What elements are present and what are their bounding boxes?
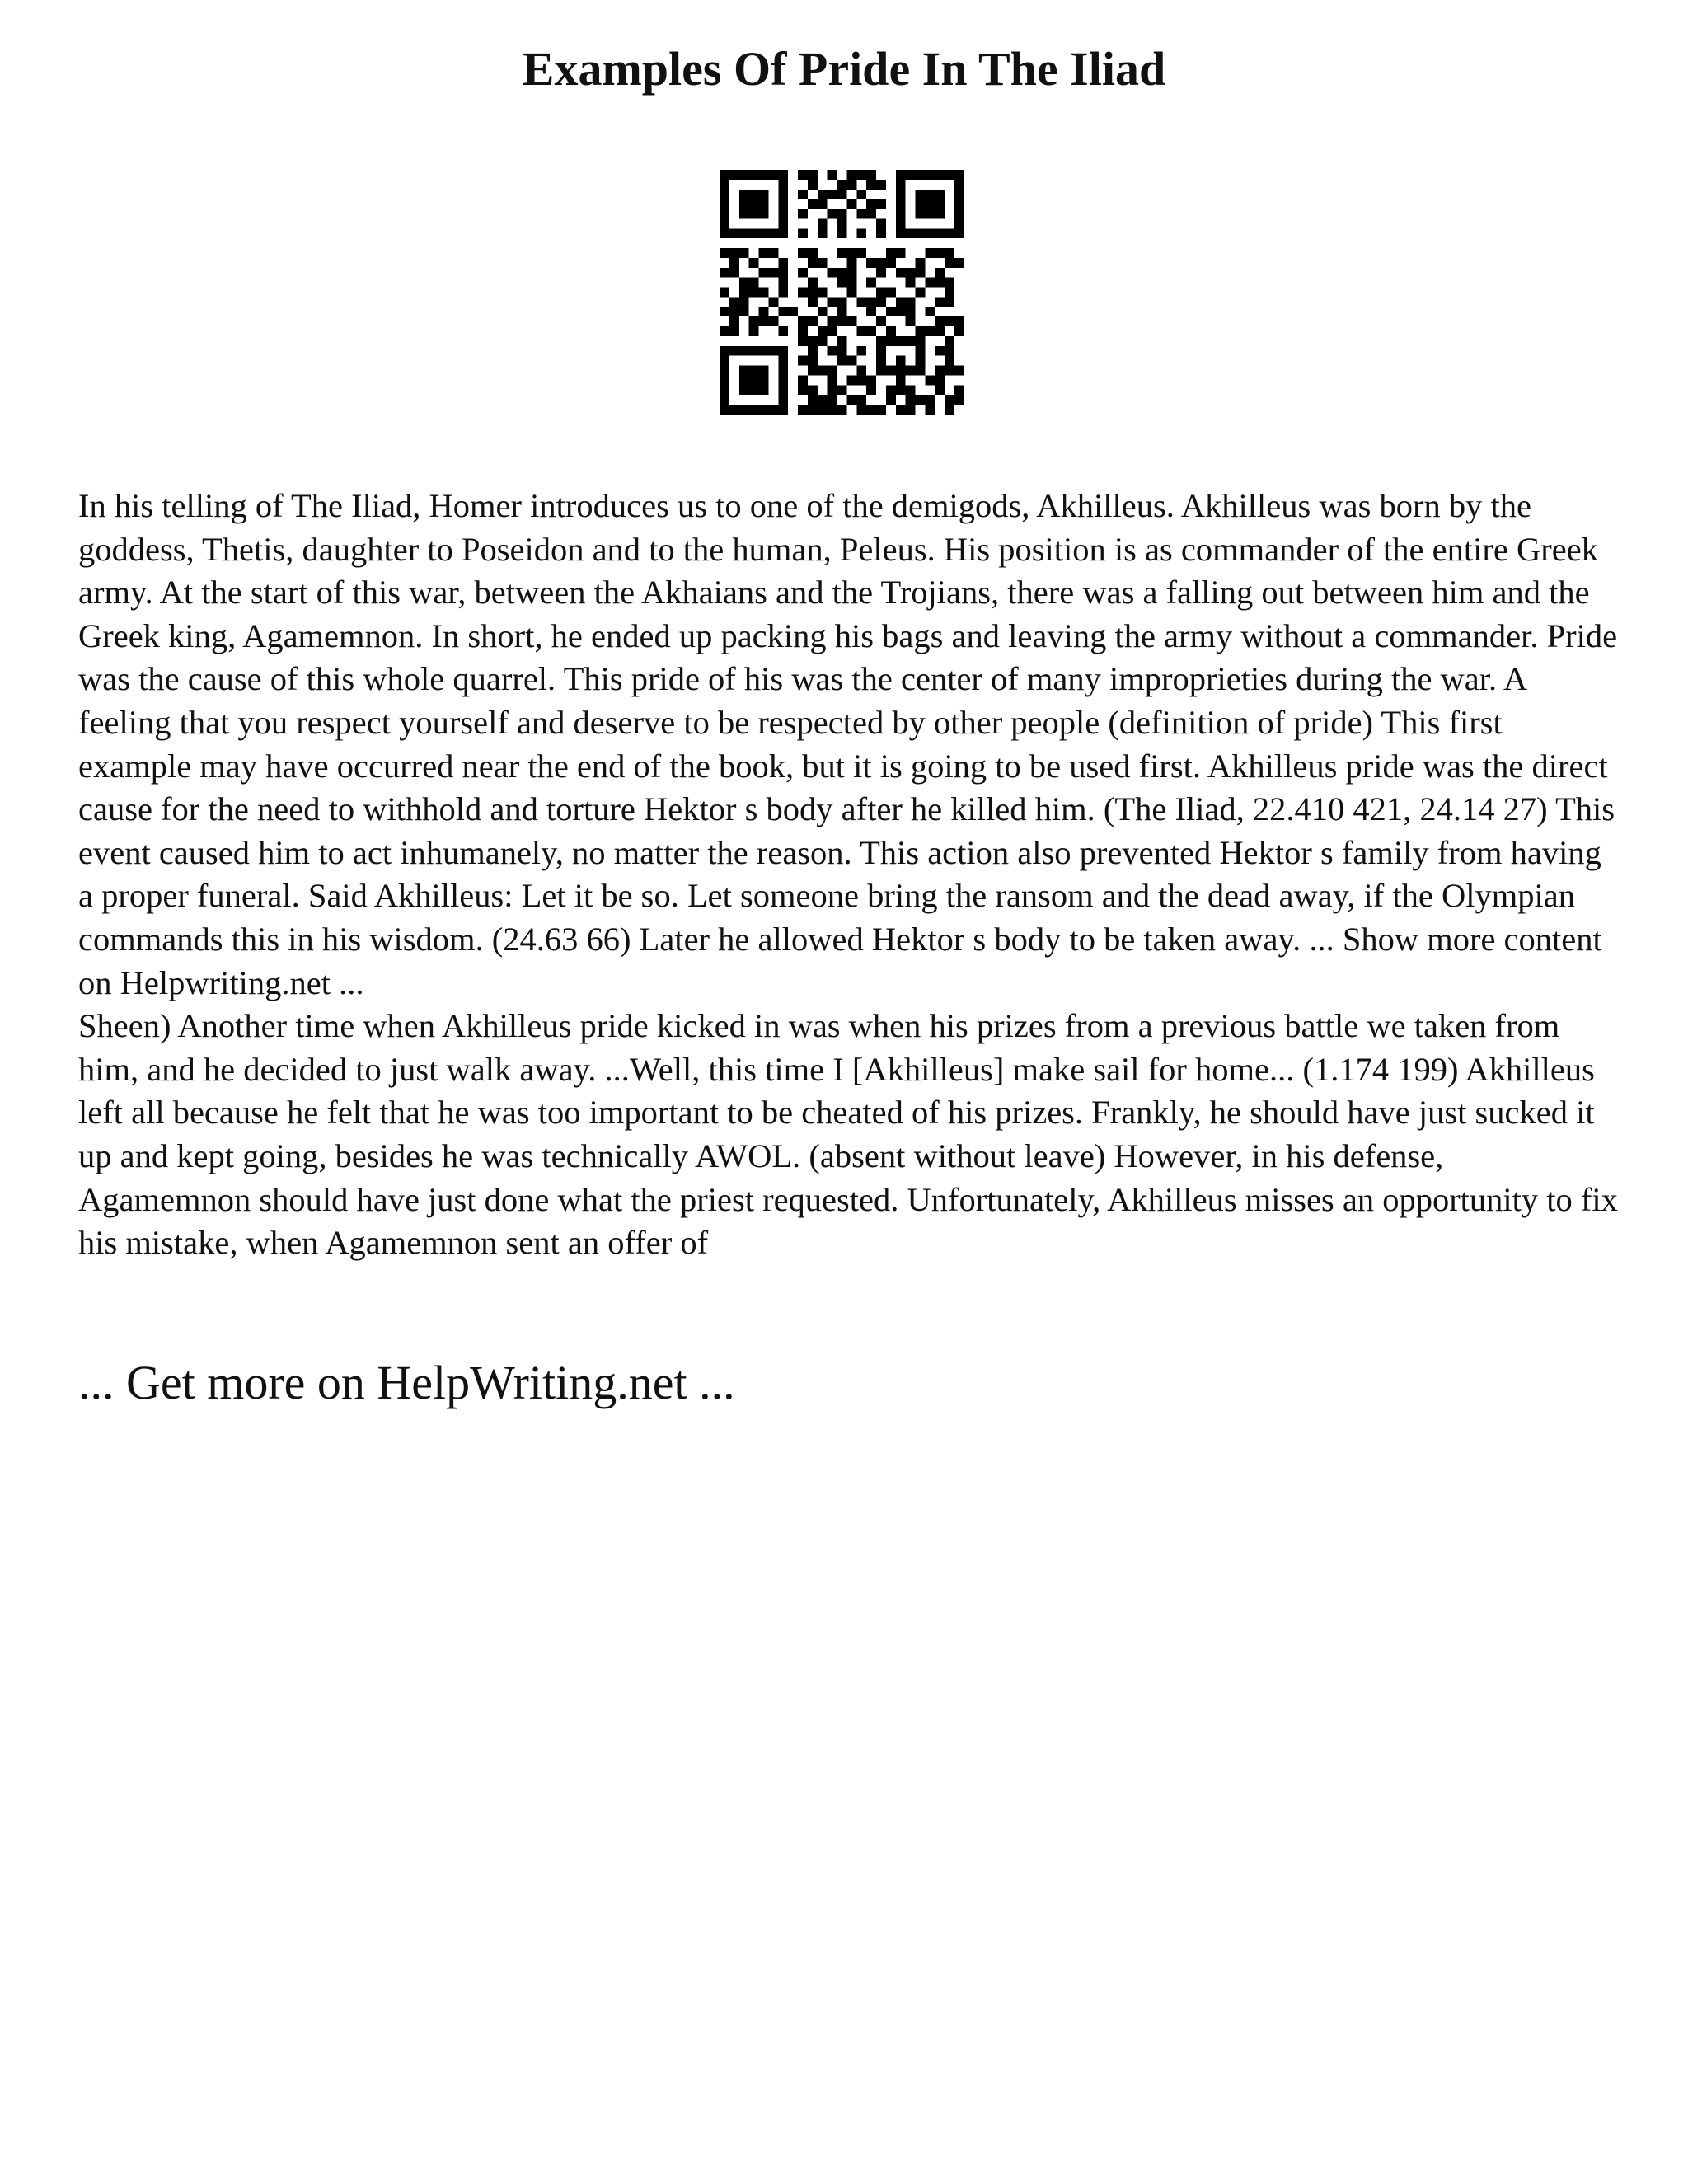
document-title: Examples Of Pride In The Iliad (522, 42, 1166, 96)
article-paragraph-1: In his telling of The Iliad, Homer introduces us to one of the demigods, Akhilleus. Akhilleus was born by the goddess, Thetis, daughter to Poseidon and to the human, Peleus. His position is as commander of the entire Greek army. At the start of this war, between the Akhaians and the Trojians, there was a falling out between him and the Greek king, Agamemnon. In short, he ended up packing his bags and leaving the army without a commander. Pride was the cause of this whole quarrel. This pride of his was the center of many improprieties during the war. A feeling that you respect yourself and deserve to be respected by other people (definition of pride) This first example may have occurred near the end of the book, but it is going to be used first. Akhilleus pride was the direct cause for the need to withhold and torture Hektor s body after he killed him. (The Iliad, 22.410 421, 24.14 27) This event caused him to act inhumanely, no matter the reason. This action also prevented Hektor s family from having a proper funeral. Said Akhilleus: Let it be so. Let someone bring the ransom and the dead away, if the Olympian commands this in his wisdom. (24.63 66) Later he allowed Hektor s body to be taken away. ... Show more content on Helpwriting.net ... (78, 487, 1618, 1001)
article-body (78, 485, 1620, 1265)
get-more-link[interactable]: ... Get more on HelpWriting.net ... (78, 1356, 735, 1409)
article-paragraph-2: Sheen) Another time when Akhilleus pride kicked in was when his prizes from a previous battle we taken from him, and he decided to just walk away. ...Well, this time I [Akhilleus] make sail for home... (1.174 199) Akhilleus left all because he felt that he was too important to be cheated of his prizes. Frankly, he should have just sucked it up and kept going, besides he was technically AWOL. (absent without leave) However, in his defense, Agamemnon should have just done what the priest requested. Unfortunately, Akhilleus misses an opportunity to fix his mistake, when Agamemnon sent an offer of (78, 1007, 1618, 1262)
qr-code-icon[interactable] (720, 170, 964, 415)
